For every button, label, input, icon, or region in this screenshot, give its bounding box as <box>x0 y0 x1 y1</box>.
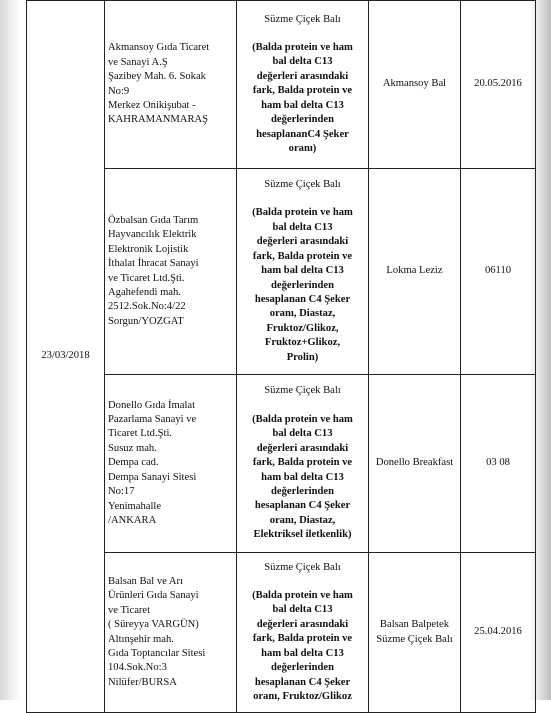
date-text: 23/03/2018 <box>41 350 90 362</box>
analysis-line: bal delta C13 <box>272 221 333 233</box>
party-number: 06110 <box>484 265 512 277</box>
analysis-line: Fruktoz/Glikoz, <box>266 322 339 334</box>
firm-line: Sorgun/YOZGAT <box>108 315 184 327</box>
firm-line: Nilüfer/BURSA <box>108 676 177 688</box>
analysis-line: (Balda protein ve ham <box>252 207 353 219</box>
firm-line: Yenimahalle <box>108 500 162 512</box>
analysis-line: (Balda protein ve ham <box>252 413 353 425</box>
analysis-line: değerlerinden <box>271 485 334 497</box>
analysis-line: oranı, Fruktoz/Glikoz <box>253 690 352 702</box>
analysis-line: hesaplanan C4 Şeker <box>254 500 351 512</box>
analysis-line: değerleri arasındaki <box>256 70 349 82</box>
firm-line: Dempa Sanayi Sitesi <box>108 471 197 483</box>
firm-line: Susuz mah. <box>108 442 157 454</box>
analysis-line: fark, Balda protein ve <box>252 633 353 645</box>
analysis-line: ham bal delta C13 <box>261 99 344 111</box>
analysis-line: hesaplananC4 Şeker <box>256 128 349 140</box>
firm-line: Altınşehir mah. <box>108 633 174 645</box>
brand-line: Lokma Leziz <box>386 265 443 277</box>
analysis-line: değerlerinden <box>271 279 334 291</box>
firm-line: Hayvancılık Elektrik <box>108 229 197 241</box>
product-analysis <box>240 206 365 364</box>
product-cell <box>237 375 369 553</box>
brand-line: Süzme Çiçek Balı <box>376 633 453 645</box>
analysis-line: değerleri arasındaki <box>256 236 349 248</box>
party-cell <box>461 553 536 713</box>
analysis-line: Elektriksel iletkenlik) <box>253 529 352 541</box>
firm-line: Şazibey Mah. 6. Sokak <box>108 71 206 83</box>
brand-line: Balsan Balpetek <box>379 619 450 631</box>
analysis-line: (Balda protein ve ham <box>252 42 353 54</box>
analysis-line: bal delta C13 <box>272 56 333 68</box>
firm-line: Balsan Bal ve Arı <box>108 575 184 587</box>
product-name: Süzme Çiçek Balı <box>264 13 341 25</box>
firm-line: No:9 <box>108 85 130 97</box>
firm-line: Pazarlama Sanayi ve <box>108 414 197 426</box>
analysis-line: değerlerinden <box>271 662 334 674</box>
date-cell <box>27 1 105 713</box>
page-shadow-left <box>0 0 20 700</box>
analysis-line: değerleri arasındaki <box>256 618 349 630</box>
product-cell <box>237 553 369 713</box>
product-cell <box>237 169 369 375</box>
analysis-line: (Balda protein ve ham <box>252 590 353 602</box>
analysis-line: ham bal delta C13 <box>261 471 344 483</box>
party-number: 20.05.2016 <box>474 78 522 90</box>
party-cell <box>461 1 536 169</box>
firm-line: Dempa cad. <box>108 457 159 469</box>
brand-cell <box>369 553 461 713</box>
analysis-line: Fruktoz+Glikoz, <box>264 337 341 349</box>
analysis-line: ham bal delta C13 <box>261 647 344 659</box>
firm-line: ve Ticaret <box>108 604 151 616</box>
product-analysis <box>240 41 365 156</box>
firm-cell <box>105 553 237 713</box>
firm-cell <box>105 1 237 169</box>
firm-line: Akmansoy Gıda Ticaret <box>108 42 210 54</box>
analysis-line: hesaplanan C4 Şeker <box>254 676 351 688</box>
product-name: Süzme Çiçek Balı <box>264 179 341 191</box>
table-row <box>27 1 536 169</box>
analysis-line: değerleri arasındaki <box>256 442 349 454</box>
firm-line: No:17 <box>108 486 135 498</box>
analysis-line: oranı, Diastaz, <box>269 308 336 320</box>
brand-line: Donello Breakfast <box>375 457 454 469</box>
firm-line: /ANKARA <box>108 514 157 526</box>
brand-cell <box>369 1 461 169</box>
product-cell <box>237 1 369 169</box>
firm-line: KAHRAMANMARAŞ <box>108 114 209 126</box>
analysis-line: fark, Balda protein ve <box>252 85 353 97</box>
analysis-line: hesaplanan C4 Şeker <box>254 293 351 305</box>
firm-line: Agahefendi mah. <box>108 286 181 298</box>
analysis-line: Prolin) <box>286 351 319 363</box>
analysis-line: fark, Balda protein ve <box>252 457 353 469</box>
party-number: 25.04.2016 <box>474 626 522 638</box>
firm-line: İthalat İhracat Sanayi <box>108 258 199 270</box>
firm-line: 104.Sok.No:3 <box>108 662 167 674</box>
product-analysis <box>240 413 365 543</box>
firm-line: ve Sanayi A.Ş <box>108 56 168 68</box>
firm-line: Ürünleri Gıda Sanayi <box>108 590 199 602</box>
product-name: Süzme Çiçek Balı <box>264 385 341 397</box>
party-number: 03 08 <box>486 457 510 469</box>
analysis-line: ham bal delta C13 <box>261 265 344 277</box>
product-name: Süzme Çiçek Balı <box>264 561 341 573</box>
brand-line: Akmansoy Bal <box>382 78 447 90</box>
brand-cell <box>369 169 461 375</box>
analysis-line: bal delta C13 <box>272 604 333 616</box>
party-cell <box>461 169 536 375</box>
party-cell <box>461 375 536 553</box>
firm-line: Merkez Onikişubat - <box>108 99 196 111</box>
firm-cell <box>105 375 237 553</box>
analysis-line: oranı) <box>288 142 317 154</box>
firm-line: 2512.Sok.No:4/22 <box>108 301 186 313</box>
analysis-line: oranı, Diastaz, <box>269 514 336 526</box>
firm-line: Özbalsan Gıda Tarım <box>108 214 199 226</box>
analysis-line: fark, Balda protein ve <box>252 250 353 262</box>
product-analysis <box>240 589 365 704</box>
firm-line: Ticaret Ltd.Şti. <box>108 428 173 440</box>
analysis-line: bal delta C13 <box>272 428 333 440</box>
firm-line: ( Süreyya VARGÜN) <box>108 619 199 631</box>
analysis-line: değerlerinden <box>271 114 334 126</box>
firm-line: Elektronik Lojistik <box>108 243 189 255</box>
firm-line: Donello Gıda İmalat <box>108 399 196 411</box>
honey-analysis-table <box>26 0 536 713</box>
brand-cell <box>369 375 461 553</box>
firm-line: ve Ticaret Ltd.Şti. <box>108 272 185 284</box>
firm-line: Gıda Toptancılar Sitesi <box>108 647 206 659</box>
firm-cell <box>105 169 237 375</box>
